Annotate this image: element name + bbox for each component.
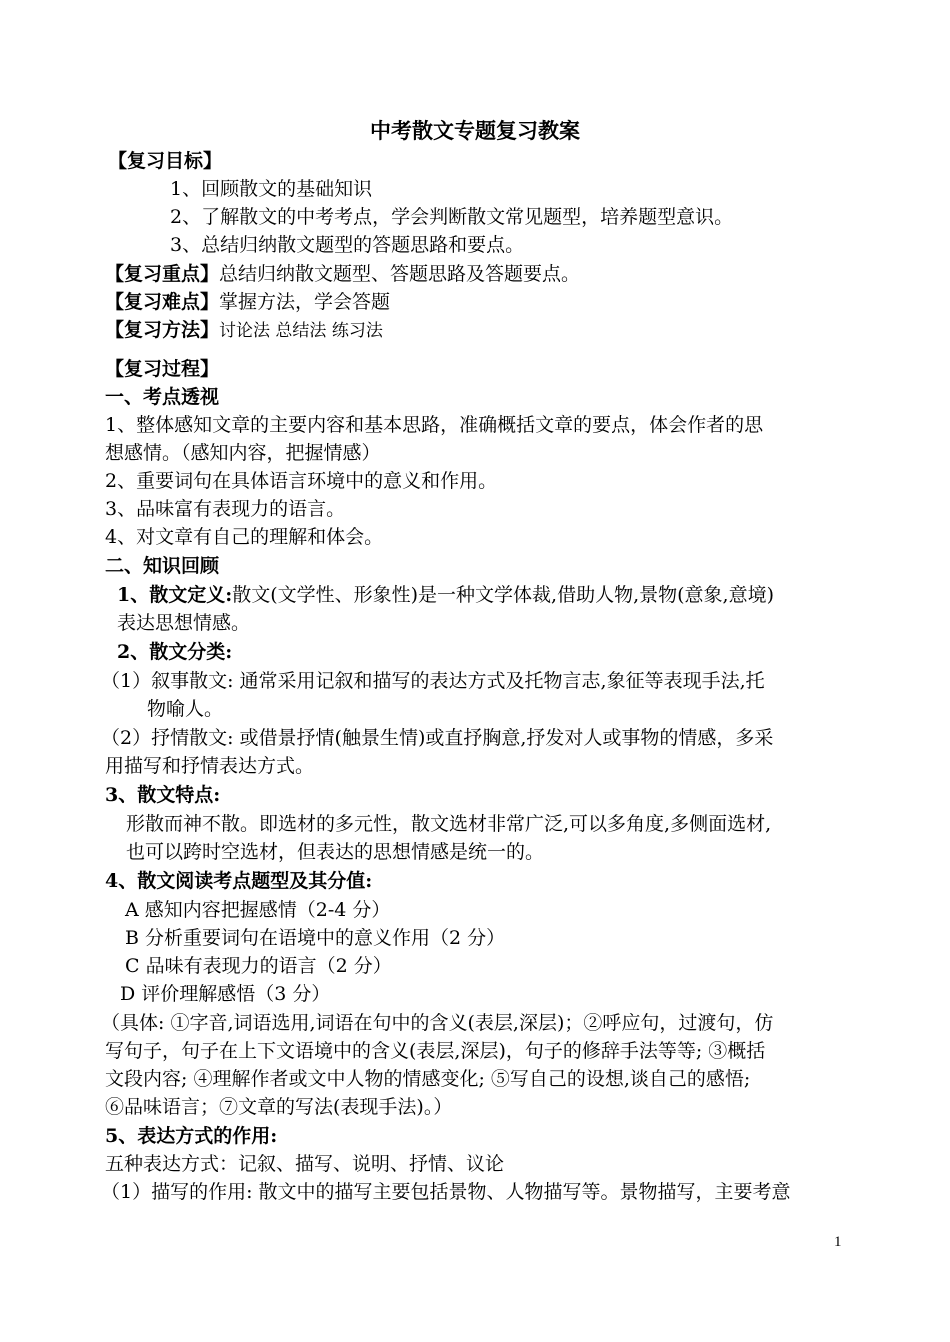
- classification-narrative: （1）叙事散文: 通常采用记叙和描写的表达方式及托物言志,象征等表现手法,托: [101, 670, 765, 692]
- feature-text-cont: 也可以跨时空选材，但表达的思想情感是统一的。: [126, 841, 545, 863]
- detail-line: ⑥品味语言；⑦文章的写法(表现手法)。）: [105, 1096, 453, 1118]
- definition-line: [117, 581, 862, 609]
- exam-item: C 品味有表现力的语言（2 分）: [125, 955, 392, 977]
- goal-item: 2、了解散文的中考考点，学会判断散文常见题型，培养题型意识。: [170, 206, 734, 228]
- expression-types: 五种表达方式：记叙、描写、说明、抒情、议论: [105, 1153, 505, 1175]
- difficulty-text: 掌握方法，学会答题: [219, 291, 391, 313]
- section-1-item: 1、整体感知文章的主要内容和基本思路，准确概括文章的要点，体会作者的思: [105, 414, 764, 436]
- process-header: 【复习过程】: [105, 358, 220, 380]
- classification-label: 2、散文分类:: [117, 641, 233, 663]
- exam-item: A 感知内容把握感情（2-4 分）: [125, 899, 391, 921]
- detail-line: （具体: ①字音,词语选用,词语在句中的含义(表层,深层)；②呼应句，过渡句，仿: [101, 1012, 774, 1034]
- description-line: （1）描写的作用: 散文中的描写主要包括景物、人物描写等。景物描写，主要考意: [101, 1181, 791, 1203]
- section-2-header: 二、知识回顾: [105, 555, 220, 577]
- document-title: 中考散文专题复习教案: [370, 118, 580, 143]
- exam-item: B 分析重要词句在语境中的意义作用（2 分）: [125, 927, 506, 949]
- section-1-item: 3、品味富有表现力的语言。: [105, 498, 346, 520]
- detail-line: 写句子，句子在上下文语境中的含义(表层,深层)，句子的修辞手法等等; ③概括: [105, 1040, 766, 1062]
- definition-text: 散文(文学性、形象性)是一种文学体裁,借助人物,景物(意象,意境): [232, 584, 775, 606]
- exam-label: 4、散文阅读考点题型及其分值:: [105, 870, 373, 892]
- method-label: 【复习方法】: [105, 319, 220, 341]
- focus-text: 总结归纳散文题型、答题思路及答题要点。: [219, 263, 581, 285]
- detail-line: 文段内容; ④理解作者或文中人物的情感变化; ⑤写自己的设想,谈自己的感悟;: [105, 1068, 751, 1090]
- section-1-header: 一、考点透视: [105, 386, 220, 408]
- definition-label: 1、散文定义:: [117, 584, 233, 606]
- section-1-item: 想感情。（感知内容，把握情感）: [105, 442, 381, 464]
- difficulty-line: [105, 288, 850, 316]
- classification-lyric-cont: 用描写和抒情表达方式。: [105, 755, 315, 777]
- goal-item: 1、回顾散文的基础知识: [170, 178, 373, 200]
- section-1-item: 2、重要词句在具体语言环境中的意义和作用。: [105, 470, 498, 492]
- feature-label: 3、散文特点:: [105, 784, 221, 806]
- expression-label: 5、表达方式的作用:: [105, 1125, 278, 1147]
- method-text: 讨论法 总结法 练习法: [219, 321, 383, 341]
- goals-header: 【复习目标】: [108, 150, 223, 172]
- section-1-item: 4、对文章有自己的理解和体会。: [105, 526, 384, 548]
- page-number: 1: [834, 1234, 842, 1250]
- difficulty-label: 【复习难点】: [105, 291, 220, 313]
- method-line: [105, 316, 850, 345]
- exam-item: D 评价理解感悟（3 分）: [120, 983, 331, 1005]
- definition-text-cont: 表达思想情感。: [117, 612, 251, 634]
- classification-lyric: （2）抒情散文: 或借景抒情(触景生情)或直抒胸意,抒发对人或事物的情感，多采: [101, 727, 774, 749]
- goal-item: 3、总结归纳散文题型的答题思路和要点。: [170, 234, 525, 256]
- focus-label: 【复习重点】: [105, 263, 220, 285]
- focus-line: [105, 260, 850, 288]
- feature-text: 形散而神不散。即选材的多元性，散文选材非常广泛,可以多角度,多侧面选材,: [126, 813, 772, 835]
- classification-narrative-cont: 物喻人。: [147, 698, 224, 720]
